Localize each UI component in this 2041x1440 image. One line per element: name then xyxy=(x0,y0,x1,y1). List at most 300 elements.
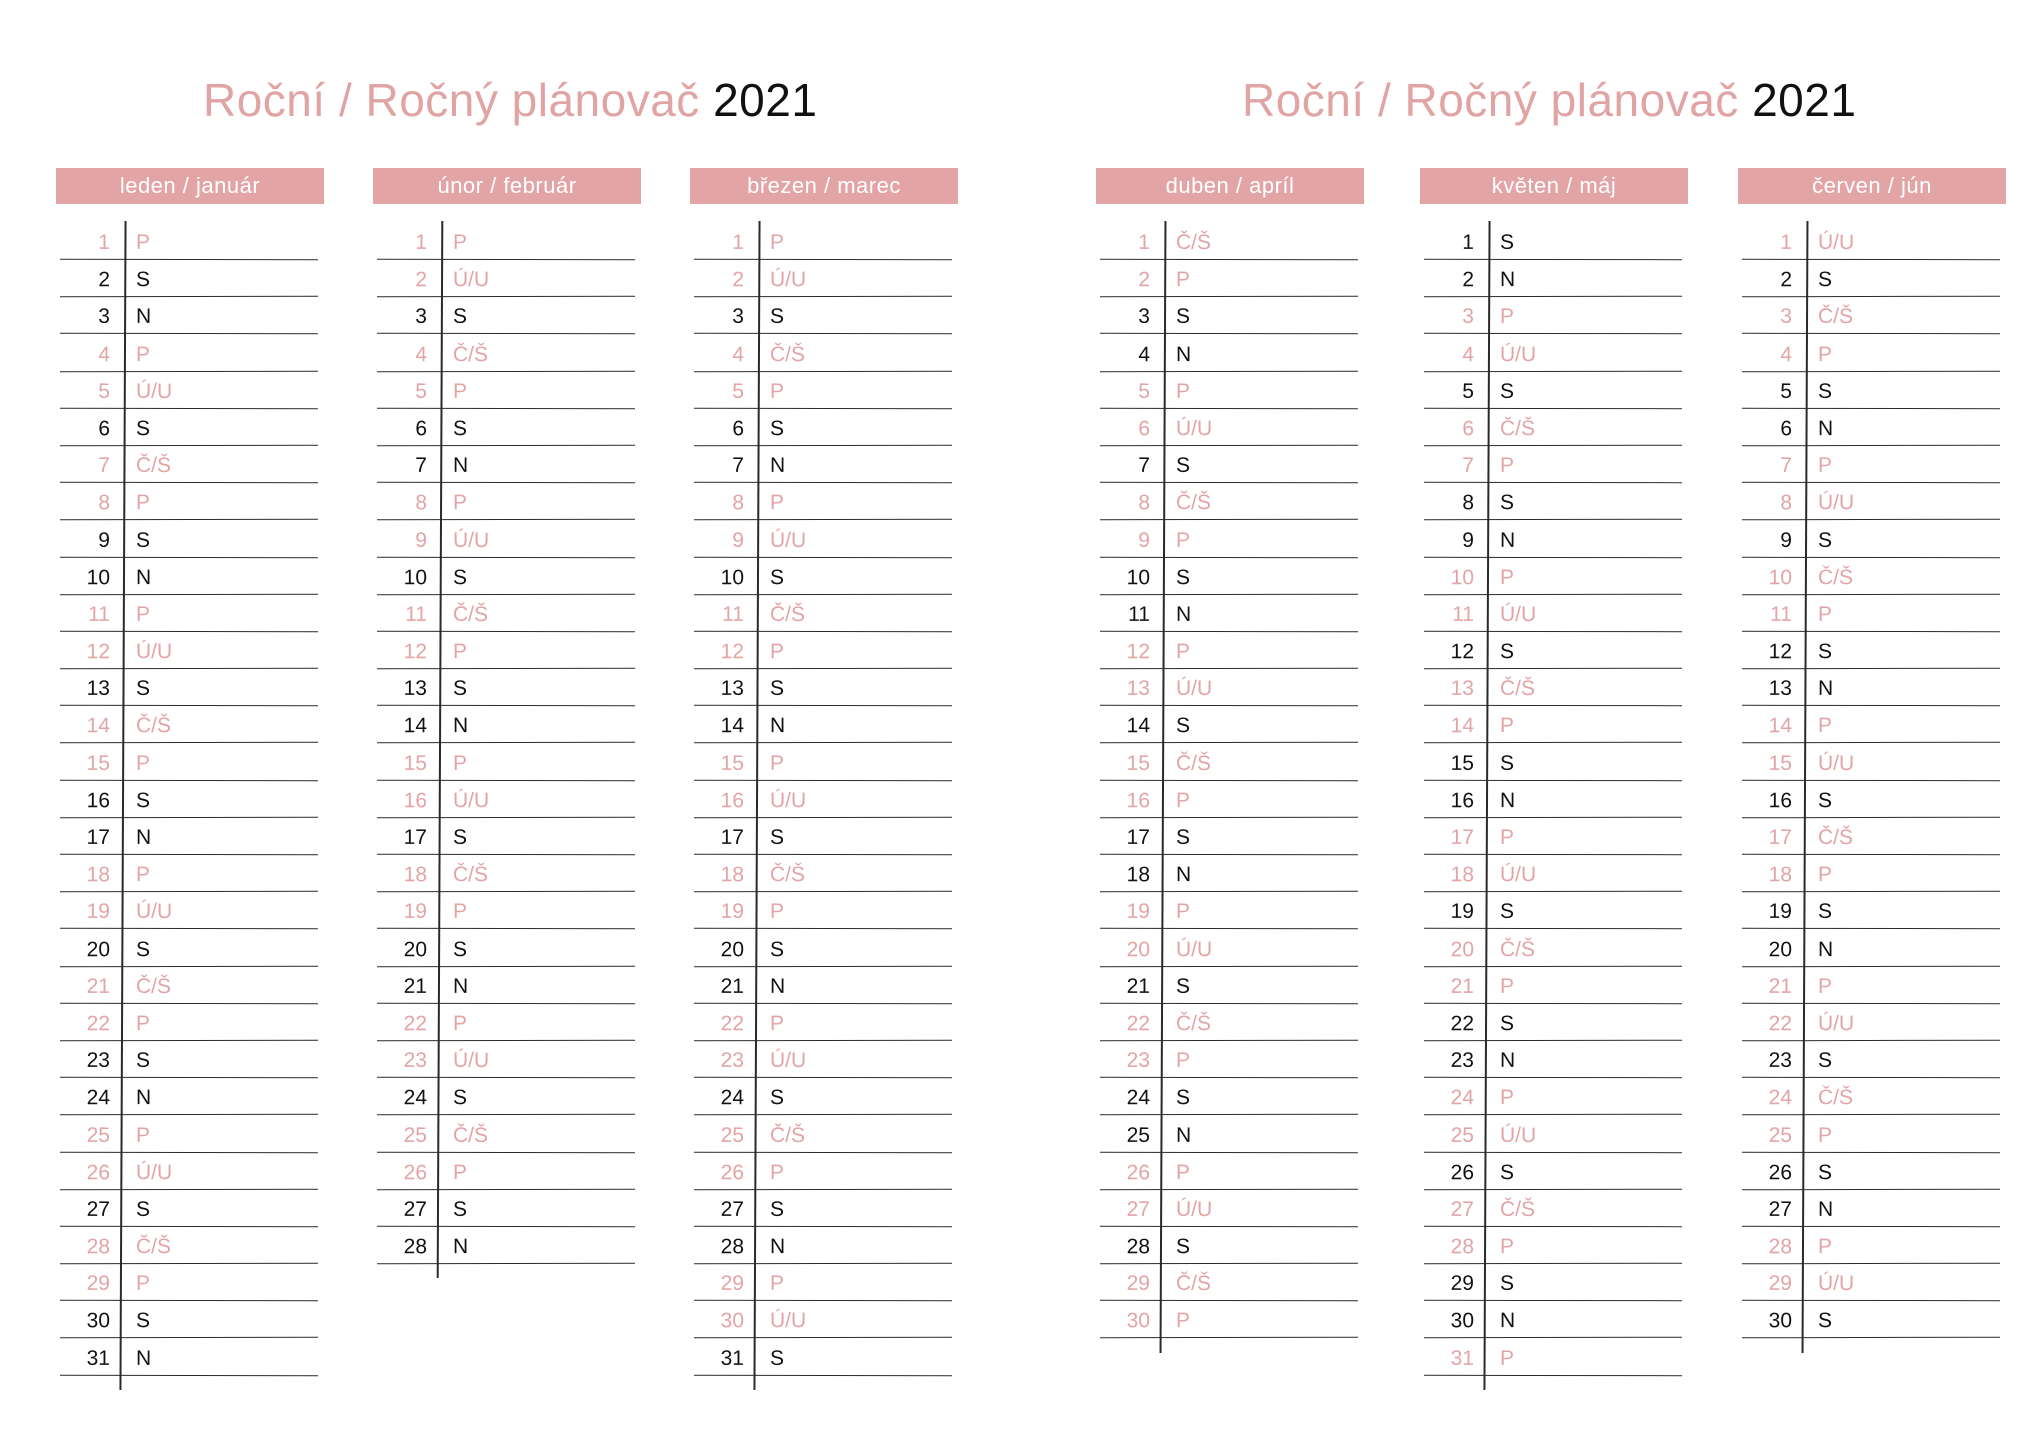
day-number: 22 xyxy=(403,1012,428,1036)
day-number: 16 xyxy=(1126,788,1151,813)
day-name: P xyxy=(1499,1235,1515,1259)
day-number: 2 xyxy=(1780,268,1793,292)
day-number: 16 xyxy=(86,788,111,813)
day-row xyxy=(60,1004,318,1042)
day-row xyxy=(1424,892,1682,930)
day-row xyxy=(1100,632,1358,670)
day-row xyxy=(1100,781,1358,819)
day-number: 4 xyxy=(732,342,745,366)
day-name: Č/Š xyxy=(135,974,172,998)
day-name: Č/Š xyxy=(1175,751,1212,775)
day-row xyxy=(1100,297,1358,335)
day-name: P xyxy=(769,230,785,254)
day-name: N xyxy=(1499,1049,1516,1073)
day-row xyxy=(377,446,635,484)
month-header: leden / január xyxy=(56,168,324,204)
day-name: P xyxy=(135,1272,151,1296)
day-number: 10 xyxy=(1126,565,1151,589)
day-number: 6 xyxy=(732,417,745,441)
day-name: S xyxy=(1499,900,1515,924)
title-year: 2021 xyxy=(713,74,818,126)
day-name: Ú/U xyxy=(452,528,490,552)
month-header: duben / apríl xyxy=(1096,168,1364,204)
day-row xyxy=(1742,967,2000,1005)
day-number: 25 xyxy=(720,1123,745,1147)
day-row xyxy=(694,1301,952,1339)
day-number: 9 xyxy=(732,528,745,552)
day-number: 21 xyxy=(403,974,428,998)
day-row xyxy=(1742,260,2000,298)
day-name: N xyxy=(1175,1123,1192,1147)
day-name: S xyxy=(1175,1086,1191,1110)
day-name: P xyxy=(769,1012,785,1036)
day-name: Č/Š xyxy=(769,602,806,626)
day-number: 25 xyxy=(1768,1123,1793,1147)
day-number: 30 xyxy=(720,1309,745,1333)
day-row xyxy=(1742,223,2000,261)
day-name: N xyxy=(1175,342,1192,366)
day-name: S xyxy=(135,1049,151,1073)
day-row xyxy=(1100,520,1358,558)
day-name: Č/Š xyxy=(1175,230,1212,254)
day-number: 28 xyxy=(1768,1235,1793,1259)
day-number: 23 xyxy=(86,1048,111,1072)
day-row xyxy=(377,1041,635,1079)
day-row xyxy=(1424,855,1682,893)
day-name: P xyxy=(1817,863,1833,887)
day-row xyxy=(694,446,952,484)
day-number: 24 xyxy=(1450,1086,1475,1110)
day-number: 26 xyxy=(86,1160,111,1184)
day-number: 8 xyxy=(98,491,111,515)
day-name: Ú/U xyxy=(1499,1123,1537,1147)
day-row xyxy=(60,557,318,595)
day-name: S xyxy=(1175,565,1191,589)
day-number: 11 xyxy=(1452,602,1475,626)
day-name: S xyxy=(769,1346,785,1370)
day-number: 13 xyxy=(1450,677,1475,701)
day-row xyxy=(1424,1004,1682,1042)
day-number: 2 xyxy=(98,268,111,292)
day-name: P xyxy=(1499,974,1515,998)
day-row xyxy=(60,929,318,967)
day-number: 19 xyxy=(1768,900,1793,924)
day-number: 17 xyxy=(720,825,745,849)
day-number: 17 xyxy=(1768,825,1793,849)
day-row xyxy=(60,1264,318,1302)
day-name: Ú/U xyxy=(769,268,807,292)
day-name: S xyxy=(452,1197,468,1221)
day-name: P xyxy=(135,863,151,887)
day-number: 14 xyxy=(86,714,111,738)
day-row xyxy=(1742,409,2000,447)
day-name: S xyxy=(1499,640,1515,664)
day-number: 27 xyxy=(720,1197,745,1221)
day-name: P xyxy=(452,900,468,924)
day-row xyxy=(694,483,952,521)
day-name: S xyxy=(1175,1235,1191,1259)
title-text: Roční / Ročný plánovač xyxy=(1242,74,1739,126)
day-number: 30 xyxy=(86,1309,111,1333)
day-row xyxy=(1424,1115,1682,1153)
day-number: 21 xyxy=(1450,974,1475,998)
page-title-right xyxy=(1242,70,1856,130)
day-number: 12 xyxy=(86,640,111,664)
day-number: 20 xyxy=(720,937,745,961)
day-name: P xyxy=(135,491,151,515)
day-number: 6 xyxy=(1462,417,1475,441)
day-name: S xyxy=(135,1309,151,1333)
day-name: S xyxy=(452,565,468,589)
day-row xyxy=(377,1152,635,1190)
day-row xyxy=(1742,297,2000,335)
title-year: 2021 xyxy=(1752,74,1857,126)
day-row xyxy=(1100,1004,1358,1042)
day-name: S xyxy=(135,1197,151,1221)
day-row xyxy=(1424,1190,1682,1228)
month-header: březen / marec xyxy=(690,168,958,204)
day-number: 7 xyxy=(98,453,111,477)
day-name: Č/Š xyxy=(1175,1011,1212,1036)
day-list xyxy=(694,223,952,1376)
day-name: Ú/U xyxy=(769,1049,807,1073)
day-row xyxy=(694,1338,952,1376)
day-number: 26 xyxy=(403,1160,428,1184)
day-name: S xyxy=(1499,491,1515,515)
day-row xyxy=(694,818,952,856)
day-name: P xyxy=(452,491,468,515)
day-row xyxy=(694,409,952,447)
day-row xyxy=(377,632,635,670)
day-row xyxy=(1100,892,1358,930)
day-name: P xyxy=(1817,974,1833,998)
day-number: 3 xyxy=(1462,305,1475,329)
day-name: S xyxy=(452,937,468,961)
day-number: 8 xyxy=(415,491,428,515)
day-number: 5 xyxy=(1780,379,1793,403)
day-row xyxy=(1100,669,1358,707)
day-name: Ú/U xyxy=(1817,230,1855,254)
day-name: P xyxy=(452,751,468,775)
day-row xyxy=(1100,557,1358,595)
day-name: S xyxy=(1499,379,1515,403)
day-number: 4 xyxy=(98,342,111,366)
day-row xyxy=(1100,1078,1358,1116)
day-name: Ú/U xyxy=(452,268,490,292)
day-name: P xyxy=(769,751,785,775)
day-name: S xyxy=(1817,1309,1833,1333)
day-number: 20 xyxy=(1768,937,1793,961)
day-number: 8 xyxy=(1138,491,1151,515)
day-name: S xyxy=(769,1197,785,1221)
day-row xyxy=(1742,781,2000,819)
day-name: S xyxy=(1817,268,1833,292)
day-row xyxy=(60,669,318,707)
day-name: Ú/U xyxy=(1817,1272,1855,1296)
day-list xyxy=(60,223,318,1376)
day-number: 23 xyxy=(720,1048,745,1072)
day-row xyxy=(1742,855,2000,893)
day-number: 1 xyxy=(1138,230,1151,254)
day-row xyxy=(1424,818,1682,856)
day-row xyxy=(1424,409,1682,447)
day-number: 11 xyxy=(88,602,111,626)
day-row xyxy=(1424,223,1682,261)
month-header: únor / február xyxy=(373,168,641,204)
day-name: S xyxy=(1817,528,1833,552)
day-name: Č/Š xyxy=(769,1123,806,1147)
day-number: 1 xyxy=(415,230,428,254)
day-number: 26 xyxy=(1768,1160,1793,1184)
day-row xyxy=(377,557,635,595)
day-row xyxy=(694,520,952,558)
day-name: P xyxy=(1499,1346,1515,1370)
day-number: 26 xyxy=(1450,1160,1475,1184)
day-name: S xyxy=(1175,714,1191,738)
day-row xyxy=(1424,1078,1682,1116)
day-row xyxy=(1742,706,2000,744)
day-number: 25 xyxy=(1126,1123,1151,1147)
day-name: P xyxy=(1817,714,1833,738)
day-number: 1 xyxy=(1780,230,1793,254)
day-number: 25 xyxy=(86,1123,111,1147)
day-row xyxy=(60,260,318,298)
day-number: 11 xyxy=(1770,602,1793,626)
day-name: S xyxy=(1817,900,1833,924)
day-row xyxy=(377,520,635,558)
day-number: 15 xyxy=(1450,751,1475,775)
day-name: S xyxy=(452,417,468,441)
day-name: N xyxy=(1499,788,1516,812)
day-name: S xyxy=(135,528,151,552)
day-row xyxy=(1742,334,2000,372)
day-row xyxy=(694,297,952,335)
day-name: P xyxy=(769,491,785,515)
day-number: 30 xyxy=(1768,1309,1793,1333)
day-name: Č/Š xyxy=(452,1123,489,1147)
day-row xyxy=(1424,781,1682,819)
day-row xyxy=(60,967,318,1005)
day-name: Ú/U xyxy=(452,1049,490,1073)
day-row xyxy=(1742,1190,2000,1228)
day-number: 27 xyxy=(1126,1197,1151,1221)
day-name: P xyxy=(1175,640,1191,664)
day-name: S xyxy=(1175,825,1191,849)
day-row xyxy=(694,929,952,967)
day-name: P xyxy=(1817,602,1833,626)
day-number: 9 xyxy=(415,528,428,552)
day-name: P xyxy=(1499,1086,1515,1110)
day-name: Ú/U xyxy=(135,900,173,924)
day-name: N xyxy=(769,714,786,738)
day-number: 7 xyxy=(415,453,428,477)
day-row xyxy=(377,1004,635,1042)
day-name: Č/Š xyxy=(135,1235,172,1259)
day-number: 8 xyxy=(1780,491,1793,515)
day-row xyxy=(60,818,318,856)
day-name: P xyxy=(1817,342,1833,366)
day-number: 30 xyxy=(1126,1309,1151,1333)
day-number: 10 xyxy=(403,565,428,589)
day-name: N xyxy=(1499,268,1516,292)
day-name: P xyxy=(1499,565,1515,589)
day-row xyxy=(377,929,635,967)
day-name: Č/Š xyxy=(1499,1197,1536,1221)
day-number: 20 xyxy=(403,937,428,961)
day-number: 28 xyxy=(403,1235,428,1259)
day-row xyxy=(377,706,635,744)
day-row xyxy=(1100,1301,1358,1339)
day-name: S xyxy=(1817,640,1833,664)
day-name: S xyxy=(769,417,785,441)
day-name: S xyxy=(135,268,151,292)
day-number: 7 xyxy=(732,453,745,477)
day-number: 12 xyxy=(720,640,745,664)
day-row xyxy=(1424,743,1682,781)
day-number: 27 xyxy=(86,1197,111,1221)
day-name: P xyxy=(769,900,785,924)
day-number: 27 xyxy=(1768,1197,1793,1221)
day-name: S xyxy=(1175,305,1191,329)
day-name: P xyxy=(452,1160,468,1184)
day-name: Ú/U xyxy=(1817,751,1855,775)
day-number: 5 xyxy=(98,379,111,403)
day-name: P xyxy=(1175,1049,1191,1073)
day-row xyxy=(60,595,318,633)
day-row xyxy=(1742,632,2000,670)
day-name: S xyxy=(1175,974,1191,998)
day-number: 6 xyxy=(1780,417,1793,441)
day-row xyxy=(60,520,318,558)
day-row xyxy=(1424,632,1682,670)
day-name: Ú/U xyxy=(769,788,807,812)
day-name: P xyxy=(135,1012,151,1036)
day-name: Č/Š xyxy=(1817,305,1854,329)
day-name: S xyxy=(452,305,468,329)
day-name: S xyxy=(452,1086,468,1110)
day-number: 29 xyxy=(1126,1272,1151,1296)
day-number: 17 xyxy=(403,825,428,849)
day-row xyxy=(377,892,635,930)
day-number: 4 xyxy=(1462,342,1475,366)
day-name: N xyxy=(452,1235,469,1259)
day-number: 19 xyxy=(1450,900,1475,924)
day-name: S xyxy=(769,305,785,329)
day-row xyxy=(1742,1264,2000,1302)
day-row xyxy=(377,967,635,1005)
day-name: N xyxy=(1817,677,1834,701)
day-row xyxy=(1424,669,1682,707)
day-row xyxy=(1424,706,1682,744)
day-row xyxy=(694,967,952,1005)
day-row xyxy=(1100,372,1358,410)
day-row xyxy=(1742,446,2000,484)
day-name: P xyxy=(135,1123,151,1147)
day-row xyxy=(60,1301,318,1339)
day-name: P xyxy=(1175,379,1191,403)
day-row xyxy=(1742,1301,2000,1339)
day-row xyxy=(1424,446,1682,484)
day-number: 20 xyxy=(1450,937,1475,961)
day-number: 28 xyxy=(86,1235,111,1259)
day-row xyxy=(1742,1152,2000,1190)
day-name: P xyxy=(452,379,468,403)
day-row xyxy=(694,334,952,372)
day-row xyxy=(1100,1227,1358,1265)
day-name: N xyxy=(135,825,152,849)
day-name: P xyxy=(1175,1160,1191,1184)
day-row xyxy=(1424,1264,1682,1302)
day-name: P xyxy=(1175,900,1191,924)
day-name: Č/Š xyxy=(1499,677,1536,701)
day-row xyxy=(694,781,952,819)
day-row xyxy=(1100,967,1358,1005)
day-name: P xyxy=(1817,454,1833,478)
day-row xyxy=(1424,297,1682,335)
day-number: 7 xyxy=(1138,453,1151,477)
day-row xyxy=(377,1078,635,1116)
day-name: S xyxy=(1499,1012,1515,1036)
month-column-january xyxy=(56,168,324,1376)
day-name: P xyxy=(769,379,785,403)
day-number: 28 xyxy=(1126,1235,1151,1259)
day-name: N xyxy=(1817,1197,1834,1221)
day-name: S xyxy=(769,565,785,589)
day-name: S xyxy=(135,788,151,812)
day-number: 15 xyxy=(403,751,428,775)
month-column-march xyxy=(690,168,958,1376)
day-name: N xyxy=(1499,528,1516,552)
day-name: P xyxy=(769,1160,785,1184)
day-name: Č/Š xyxy=(1175,1272,1212,1296)
day-number: 22 xyxy=(1126,1012,1151,1036)
day-number: 17 xyxy=(1126,825,1151,849)
day-name: N xyxy=(1175,602,1192,626)
day-number: 1 xyxy=(732,230,745,254)
day-row xyxy=(694,1152,952,1190)
day-row xyxy=(1424,1152,1682,1190)
day-name: Č/Š xyxy=(1499,416,1536,441)
page-title-left xyxy=(203,70,817,130)
day-row xyxy=(377,595,635,633)
day-row xyxy=(1100,446,1358,484)
day-name: S xyxy=(1499,751,1515,775)
day-row xyxy=(1742,818,2000,856)
day-row xyxy=(1100,1041,1358,1079)
day-name: P xyxy=(452,640,468,664)
day-row xyxy=(377,223,635,261)
day-number: 12 xyxy=(1768,640,1793,664)
day-name: Ú/U xyxy=(1499,342,1537,366)
day-name: S xyxy=(1499,230,1515,254)
day-name: Č/Š xyxy=(452,863,489,887)
day-name: Č/Š xyxy=(1499,937,1536,961)
day-name: N xyxy=(1817,417,1834,441)
day-row xyxy=(377,1115,635,1153)
day-number: 5 xyxy=(732,379,745,403)
day-name: N xyxy=(452,974,469,998)
day-number: 14 xyxy=(403,714,428,738)
day-row xyxy=(1742,929,2000,967)
day-number: 19 xyxy=(1126,900,1151,924)
day-number: 26 xyxy=(1126,1160,1151,1184)
day-number: 7 xyxy=(1462,453,1475,477)
day-name: Č/Š xyxy=(1175,491,1212,515)
day-name: N xyxy=(769,1235,786,1259)
day-row xyxy=(60,706,318,744)
day-number: 18 xyxy=(720,863,745,887)
day-name: N xyxy=(769,974,786,998)
